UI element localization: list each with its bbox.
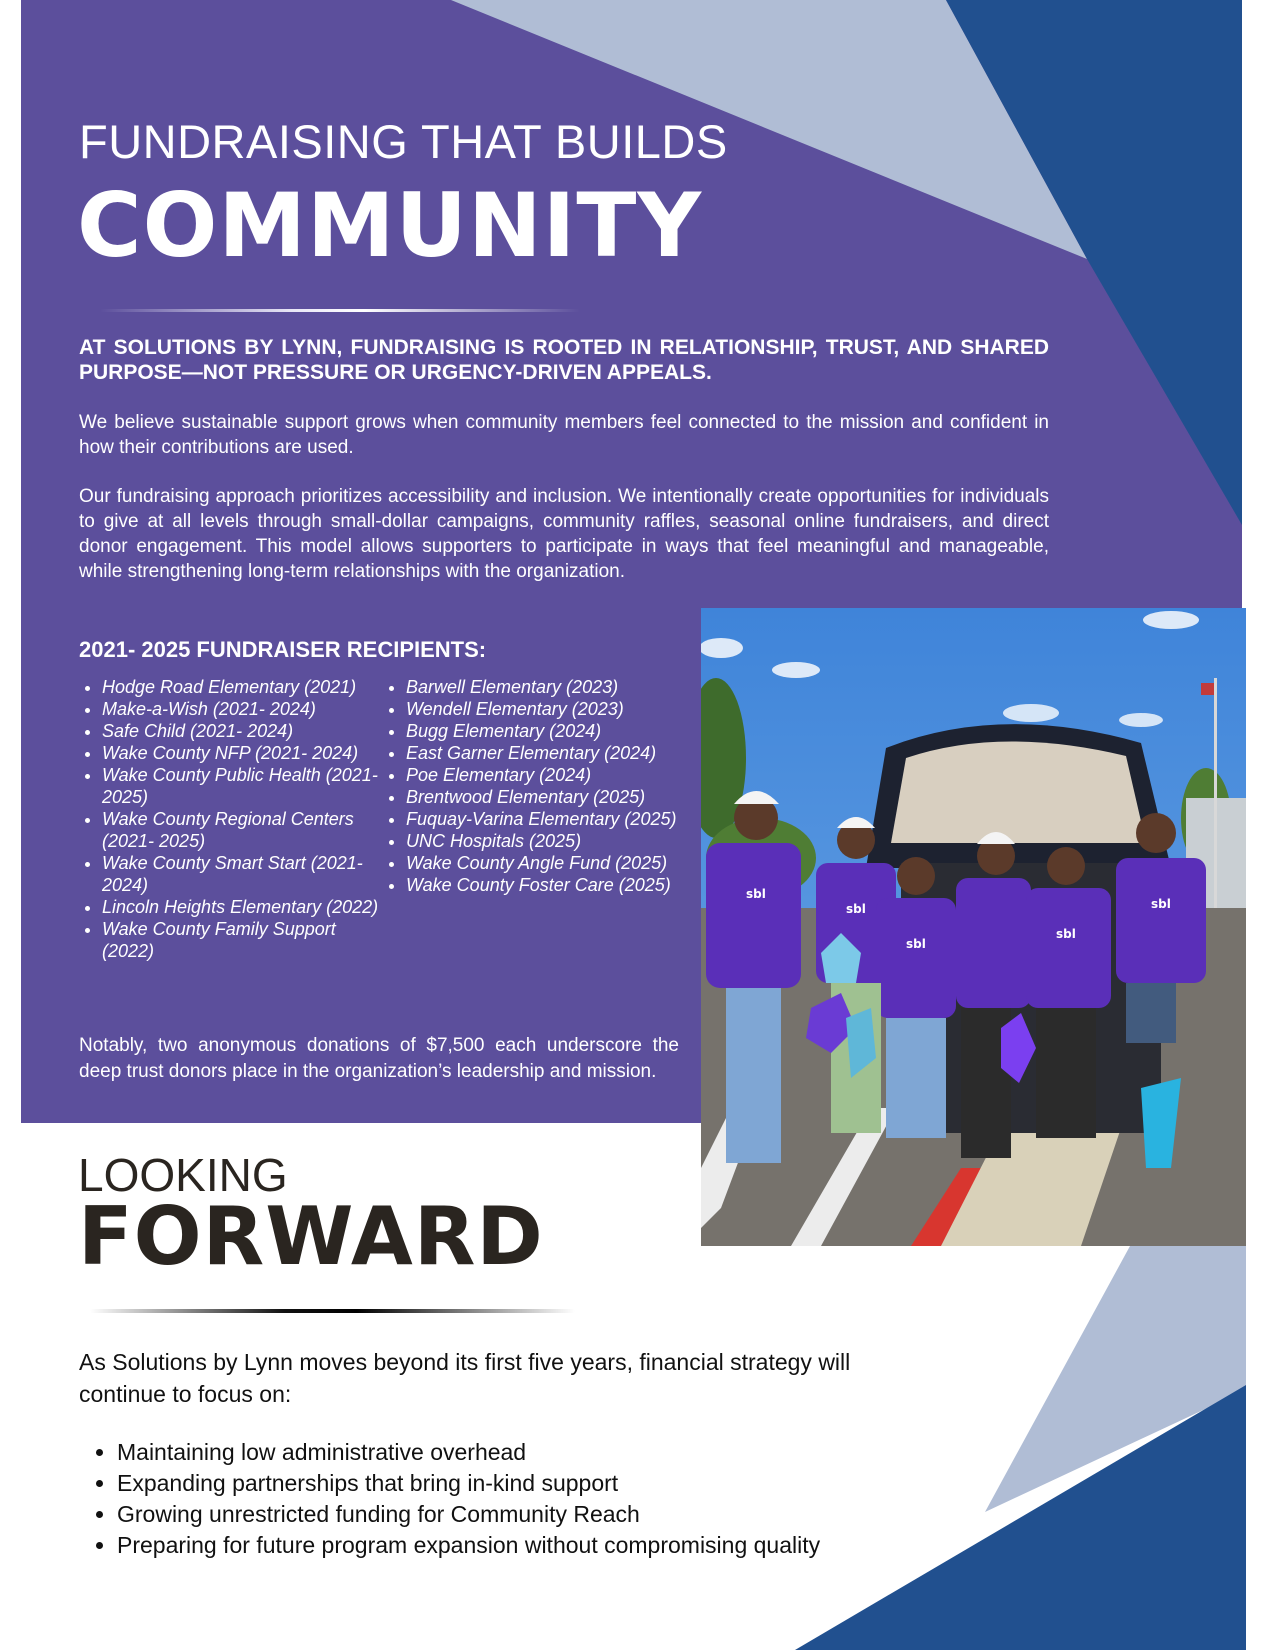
list-item: • Expanding partnerships that bring in-kind support [117,1468,979,1499]
list-item: • Wake County Regional Centers (2021- 2025) [102,808,379,852]
list-item: • Maintaining low administrative overhead [117,1437,979,1468]
svg-text:sbl: sbl [1151,897,1171,911]
list-item: • Lincoln Heights Elementary (2022) [102,896,379,918]
divider-light [100,309,580,312]
list-item: • East Garner Elementary (2024) [406,742,693,764]
looking-forward-title: FORWARD [78,1190,544,1283]
recipients-column-1 [79,676,379,962]
list-item: • Wake County NFP (2021- 2024) [102,742,379,764]
list-item: • Wake County Foster Care (2025) [406,874,693,896]
divider-dark [90,1309,575,1313]
svg-text:sbl: sbl [1056,927,1076,941]
list-item: • Safe Child (2021- 2024) [102,720,379,742]
list-item: • Barwell Elementary (2023) [406,676,693,698]
recipients-column-2 [383,676,693,896]
svg-text:sbl: sbl [746,887,766,901]
intro-paragraph-2: Our fundraising approach prioritizes accessibility and inclusion. We intentionally create opportunities for individuals to give at all levels through small-dollar campaigns, community raffles, seasonal online fundraisers, and direct donor engagement. This model allows supporters to participate in ways that feel meaningful and manageable, while strengthening long-term relationships with the organization. [79,486,1049,582]
list-item: • Brentwood Elementary (2025) [406,786,693,808]
list-item: • Poe Elementary (2024) [406,764,693,786]
svg-text:sbl: sbl [846,902,866,916]
list-item: • Make-a-Wish (2021- 2024) [102,698,379,720]
list-item: • Wake County Angle Fund (2025) [406,852,693,874]
looking-forward-list [79,1437,979,1561]
list-item: • Wake County Family Support (2022) [102,918,379,962]
list-item: • Fuquay-Varina Elementary (2025) [406,808,693,830]
section-title: COMMUNITY [77,174,703,277]
list-item: • UNC Hospitals (2025) [406,830,693,852]
list-item: • Wake County Public Health (2021- 2025) [102,764,379,808]
list-item: • Growing unrestricted funding for Community Reach [117,1499,979,1530]
section-kicker: FUNDRAISING THAT BUILDS [79,115,728,168]
intro-paragraph-1: We believe sustainable support grows when community members feel connected to the mission and confident in how their contributions are used. [79,412,1049,458]
list-item: • Bugg Elementary (2024) [406,720,693,742]
volunteer-group-photo [701,608,1246,1246]
list-item: • Wake County Smart Start (2021- 2024) [102,852,379,896]
list-item: • Wendell Elementary (2023) [406,698,693,720]
list-item: • Hodge Road Elementary (2021) [102,676,379,698]
looking-forward-kicker: LOOKING [78,1149,288,1201]
looking-forward-intro: As Solutions by Lynn moves beyond its first five years, financial strategy will continue to focus on: [79,1349,851,1407]
list-item: • Preparing for future program expansion without compromising quality [117,1530,979,1561]
donation-note: Notably, two anonymous donations of $7,500 each underscore the deep trust donors place in the organization’s leadership and mission. [79,1035,679,1082]
recipients-title: 2021- 2025 FUNDRAISER RECIPIENTS: [79,637,487,662]
lead-statement: AT SOLUTIONS BY LYNN, FUNDRAISING IS ROOTED IN RELATIONSHIP, TRUST, AND SHARED PURPOSE—NOT PRESSURE OR URGENCY-DRIVEN APPEALS. [79,336,1049,384]
svg-text:sbl: sbl [906,937,926,951]
